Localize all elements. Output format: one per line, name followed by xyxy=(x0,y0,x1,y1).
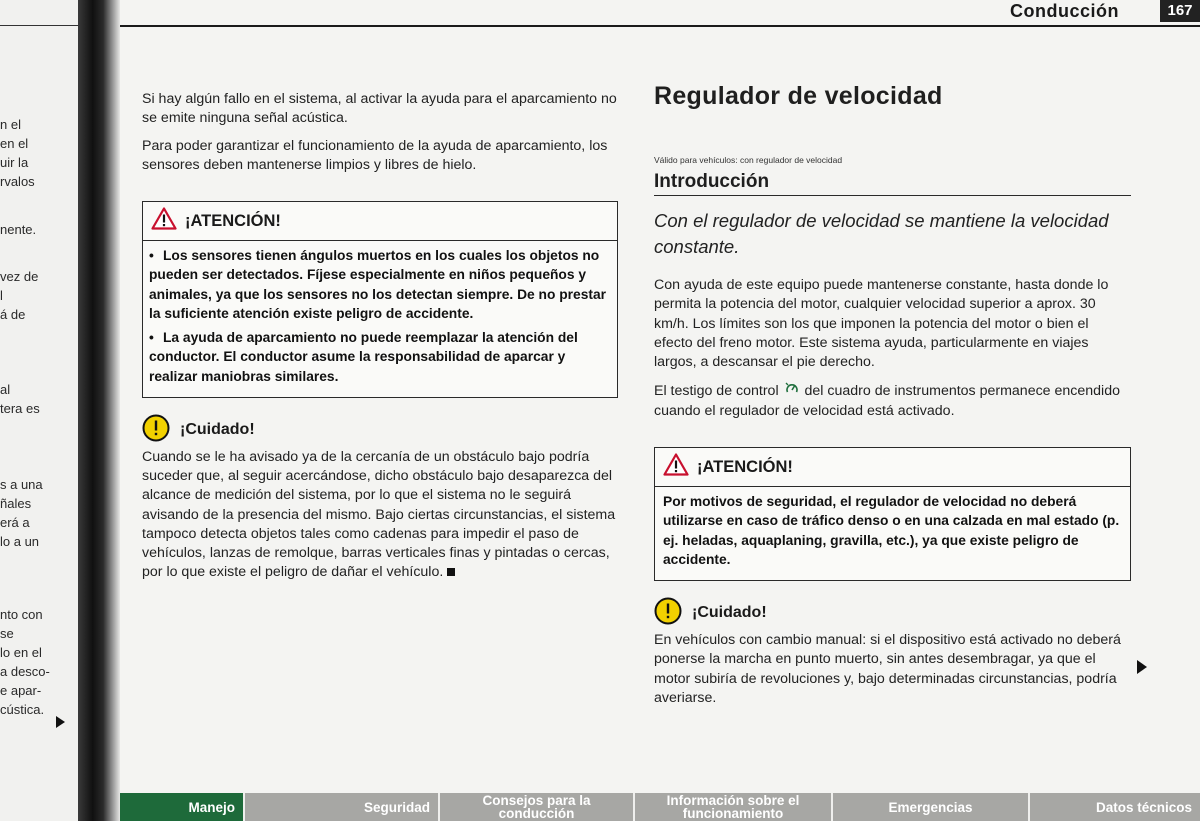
prev-page-line: ñales xyxy=(0,496,32,511)
bullet-icon: • xyxy=(149,330,154,346)
right-column xyxy=(654,82,1131,708)
prev-page-line: a desco- xyxy=(0,664,50,679)
tab-emergencias[interactable]: Emergencias xyxy=(833,793,1030,821)
prev-page-line: e apar- xyxy=(0,683,42,698)
caution-header xyxy=(142,416,618,444)
prev-page-line: erá a xyxy=(0,515,30,530)
prev-page-line: lo en el xyxy=(0,645,42,660)
paragraph xyxy=(654,381,1131,421)
previous-page-fragment xyxy=(0,0,80,821)
section-title: Conducción xyxy=(1010,1,1119,21)
tab-datos-tecnicos[interactable]: Datos técnicos xyxy=(1030,793,1200,821)
warning-box xyxy=(142,201,618,398)
paragraph-text: El testigo de control xyxy=(654,383,779,400)
continue-arrow-icon xyxy=(56,716,65,728)
tab-label: Información sobre el funcionamiento xyxy=(666,793,800,821)
tab-manejo[interactable]: Manejo xyxy=(120,793,245,821)
prev-page-line: á de xyxy=(0,307,26,322)
paragraph: Con ayuda de este equipo puede mantenerse constante, hasta donde lo permita la potencia del motor, cualquier velocidad superior a aprox. 30 km/h. Los límites son los que imponen la potencia del motor o bien el efecto del freno motor. Este sistema ayuda, particularmente en viajes largos, a descansar el pie derecho. xyxy=(654,277,1109,371)
header-rule xyxy=(120,25,1200,27)
caution-header xyxy=(654,599,1131,627)
prev-page-line: nto con xyxy=(0,607,43,622)
end-of-section-icon xyxy=(447,568,455,576)
warning-box xyxy=(654,447,1131,581)
warning-title: ¡ATENCIÓN! xyxy=(697,457,793,476)
warning-triangle-icon xyxy=(663,453,689,481)
warning-item xyxy=(149,328,609,386)
header-rule-left xyxy=(0,25,80,26)
prev-page-line: l xyxy=(0,288,3,303)
warning-text: Por motivos de seguridad, el regulador de velocidad no deberá utilizarse en caso de tráfico denso o en una calzada en mal estado (p. ej. heladas, aquaplaning, gravilla, etc.), ya que existe peligro de accidente. xyxy=(663,494,1120,567)
caution-title: ¡Cuidado! xyxy=(180,421,255,439)
warning-body xyxy=(143,241,617,397)
prev-page-line: en el xyxy=(0,136,29,151)
warning-item-text: Los sensores tienen ángulos muertos en los cuales los objetos no pueden ser detectados. Fíjese especialmente en niños pequeños y animales, ya que los sensores no los detectan siempre. De no prestar la suficiente atención existe peligro de accidente. xyxy=(149,248,607,321)
caution-icon xyxy=(142,414,170,447)
book-binding xyxy=(78,0,120,821)
chapter-tabs xyxy=(120,793,1200,821)
prev-page-line: vez de xyxy=(0,269,39,284)
cruise-control-icon xyxy=(785,381,799,400)
tab-label: Consejos para la conducción xyxy=(482,793,591,821)
prev-page-line: n el xyxy=(0,117,21,132)
tab-informacion[interactable] xyxy=(635,793,833,821)
caution-text: En vehículos con cambio manual: si el dispositivo está activado no deberá ponerse la marcha en punto muerto, sin antes desembragar, ya que el motor subiría de revoluciones y, bajo determinadas circunstancias, podría averiarse. xyxy=(654,632,1121,706)
prev-page-line: nente. xyxy=(0,222,37,237)
prev-page-line: rvalos xyxy=(0,174,35,189)
warning-item-text: La ayuda de aparcamiento no puede reemplazar la atención del conductor. El conductor asume la responsabilidad de aparcar y realizar maniobras similares. xyxy=(149,330,578,384)
caution-text xyxy=(142,448,618,582)
caution-text-body: Cuando se le ha avisado ya de la cercanía de un obstáculo bajo podría suceder que, al seguir acercándose, dicho obstáculo bajo desaparezca del alcance de medición del sistema, por lo que el sistema no le seguirá avisando de la presencia del mismo. Bajo ciertas circunstancias, el sistema tampoco detecta objetos tales como cadenas para impedir el paso de vehículos, lanzas de remolque, barras verticales finas y pintadas o cercas, por lo que existe el peligro de dañar el vehículo. xyxy=(142,449,616,581)
prev-page-line: lo a un xyxy=(0,534,40,549)
prev-page-line: s a una xyxy=(0,477,43,492)
lead-text: Con el regulador de velocidad se mantiene la velocidad constante. xyxy=(654,210,1109,257)
tab-seguridad[interactable]: Seguridad xyxy=(245,793,440,821)
paragraph-text: del cuadro de instrumentos permanece encendido cuando el regulador de velocidad está activado. xyxy=(654,383,1120,419)
warning-triangle-icon xyxy=(151,207,177,235)
continue-arrow-icon xyxy=(1137,660,1147,674)
validity-note: Válido para vehículos: con regulador de velocidad xyxy=(654,155,843,165)
bullet-icon: • xyxy=(149,248,154,263)
caution-icon xyxy=(654,597,682,630)
tab-consejos[interactable] xyxy=(440,793,635,821)
prev-page-line: uir la xyxy=(0,155,29,170)
prev-page-line: se xyxy=(0,626,14,641)
section-subtitle: Introducción xyxy=(654,171,1131,196)
warning-header xyxy=(143,202,617,241)
page-number: 167 xyxy=(1160,0,1200,22)
caution-title: ¡Cuidado! xyxy=(692,604,767,622)
warning-header xyxy=(655,448,1130,487)
warning-body xyxy=(655,487,1130,580)
paragraph: Si hay algún fallo en el sistema, al activar la ayuda para el aparcamiento no se emite ninguna señal acústica. xyxy=(142,91,617,126)
prev-page-line: al xyxy=(0,382,11,397)
warning-title: ¡ATENCIÓN! xyxy=(185,211,281,230)
left-column xyxy=(142,90,618,583)
prev-page-line: tera es xyxy=(0,401,40,416)
prev-page-line: cústica. xyxy=(0,702,45,717)
paragraph: Para poder garantizar el funcionamiento de la ayuda de aparcamiento, los sensores deben mantenerse limpios y libres de hielo. xyxy=(142,138,608,173)
page-title: Regulador de velocidad xyxy=(654,82,943,110)
warning-item xyxy=(149,246,609,323)
